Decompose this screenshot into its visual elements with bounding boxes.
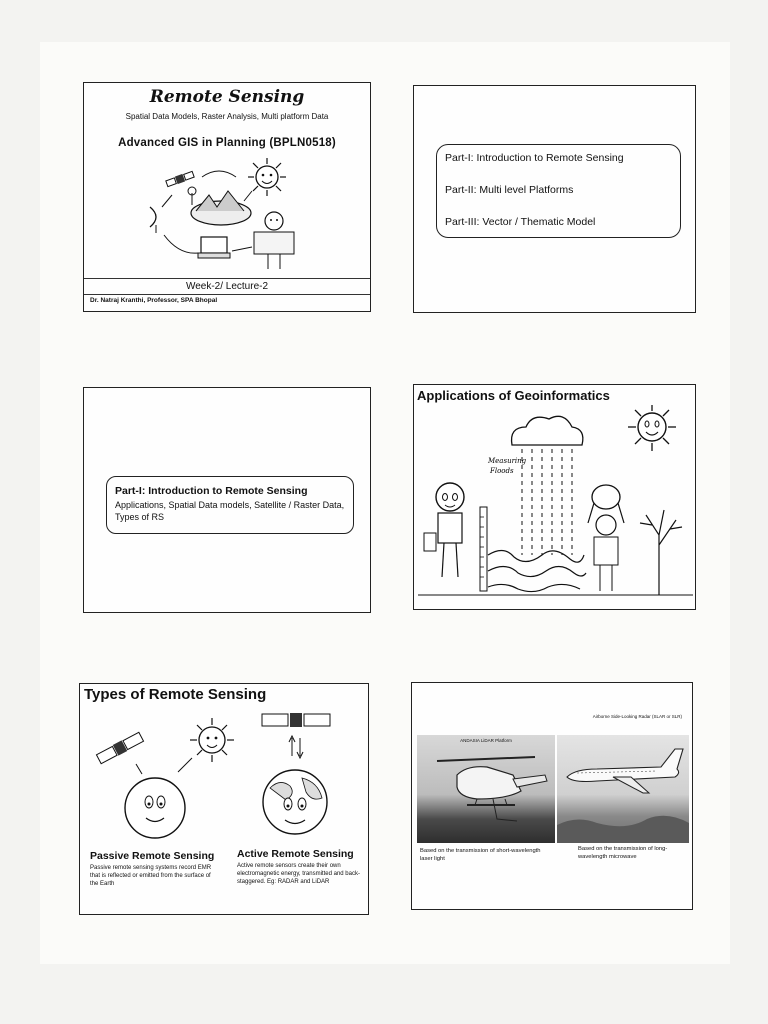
antenna-dish-icon [150,207,156,233]
satellite-active-icon [262,713,330,727]
earth-active-icon [263,770,327,834]
sun-icon [190,718,234,762]
slide-outline [413,85,696,313]
satellite-icon [165,170,194,187]
sun-icon [248,158,286,196]
remote-sensing-cycle-illustration [84,155,371,275]
part-i-item: Part-I: Introduction to Remote Sensing [445,152,624,164]
part-i-box [106,476,354,534]
boy-measuring-icon [424,483,464,577]
airborne-radar-label: Airborne Side-Looking Radar (SLAR or SLR) [592,714,682,719]
measuring-floods-label: Measuring [488,457,527,465]
week-lecture-bar: Week-2/ Lecture-2 [84,278,370,295]
author-credit: Dr. Natraj Kranthi, Professor, SPA Bhopal [90,297,218,304]
computer-icon [198,237,230,258]
lidar-platform-label: ANDASIA LiDAR Platform [460,738,512,743]
dry-tree-icon [640,510,682,595]
flood-water-icon [488,550,586,591]
slide-applications [413,384,696,610]
remote-sensing-types-illustration [80,708,369,858]
applications-title: Applications of Geoinformatics [417,388,610,403]
slide-title [83,82,371,312]
child-with-map-icon [254,212,294,269]
floods-label: Floods [490,467,514,475]
active-rs-title: Active Remote Sensing [237,848,354,860]
slar-caption: Based on the transmission of long-wavelength microwave [578,846,668,860]
passive-rs-title: Passive Remote Sensing [90,850,215,862]
helicopter-icon [417,735,555,843]
slide-part-i [83,387,371,613]
rain-cloud-icon [512,416,583,555]
lidar-helicopter-photo [417,735,555,843]
flood-measuring-illustration [414,405,696,610]
sun-icon [628,405,676,451]
slide-airborne-platforms [411,682,693,910]
satellite-icon [96,731,144,764]
active-rs-description: Active remote sensors create their own electromagnetic energy, transmitted and back-staggered. Eg: RADAR and LiDAR [237,863,360,885]
passive-rs-description: Passive remote sensing systems record EMR that is reflected or emitted from the surface of the Earth [90,865,212,887]
course-name: Advanced GIS in Planning (BPLN0518) [118,137,336,149]
part-iii-item: Part-III: Vector / Thematic Model [445,216,596,228]
measuring-scale-icon [480,507,487,591]
aircraft-icon [557,735,689,843]
slide-title-subtitle: Spatial Data Models, Raster Analysis, Multi platform Data [125,112,329,121]
girl-with-pot-icon [588,485,624,591]
parts-box [436,144,681,238]
lidar-caption: Based on the transmission of short-wavelength laser light [420,848,541,862]
earth-terrain-icon [188,187,251,225]
part-ii-item: Part-II: Multi level Platforms [445,184,574,196]
earth-passive-icon [125,778,185,838]
part-i-title: Part-I: Introduction to Remote Sensing [115,485,308,497]
slide-title-heading: Remote Sensing [149,87,305,107]
part-i-description: Applications, Spatial Data models, Satellite / Raster Data, Types of RS [115,500,345,522]
slide-types-of-rs [79,683,369,915]
slar-aircraft-photo [557,735,689,843]
types-rs-title: Types of Remote Sensing [84,686,267,703]
